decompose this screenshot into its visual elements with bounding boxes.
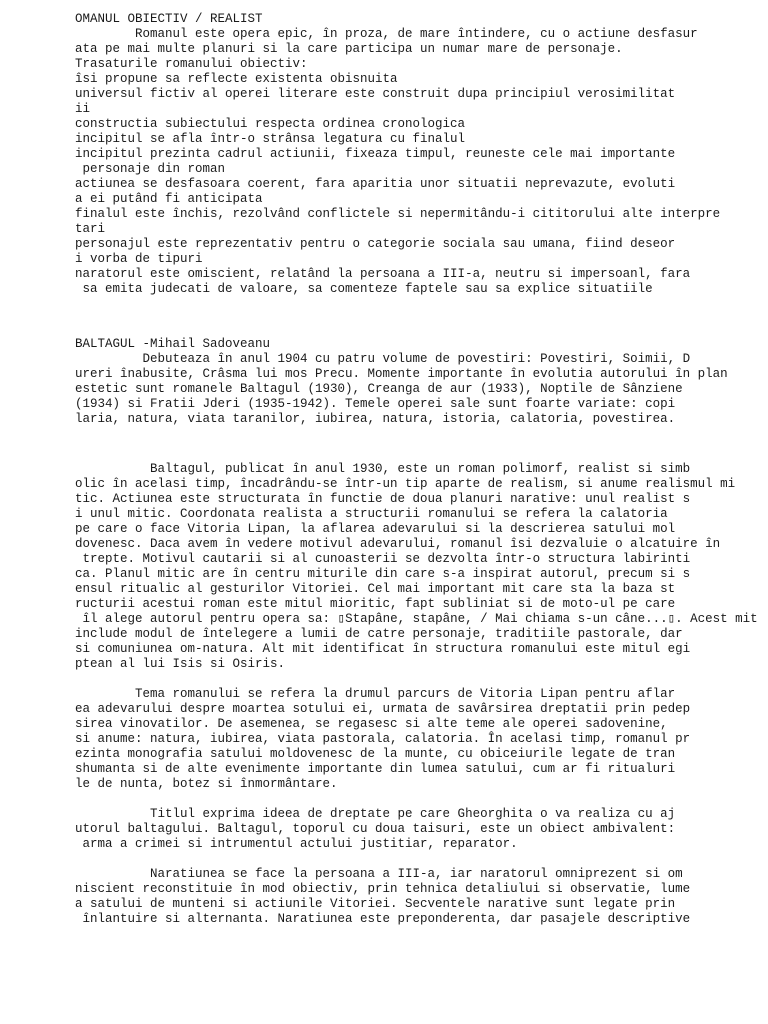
- section-spacer: [75, 672, 765, 687]
- text-line: dovenesc. Daca avem în vedere motivul adevarului, romanul îsi dezvaluie o alcatuire în: [75, 537, 721, 551]
- text-line: îsi propune sa reflecte existenta obisnuita: [75, 72, 398, 86]
- text-line: universul fictiv al operei literare este construit dupa principiul verosimilitat: [75, 87, 676, 101]
- text-line: arma a crimei si intrumentul actului justitiar, reparator.: [75, 837, 518, 851]
- text-line: sirea vinovatilor. De asemenea, se regasesc si alte teme ale operei sadovenine,: [75, 717, 668, 731]
- text-line: sa emita judecati de valoare, sa comenteze faptele sau sa explice situatiile: [75, 282, 653, 296]
- text-line: niscient reconstituie în mod obiectiv, prin tehnica detaliului si observatie, lume: [75, 882, 691, 896]
- text-line: înlantuire si alternanta. Naratiunea este preponderenta, dar pasajele descriptive: [75, 912, 691, 926]
- paragraph-naratiune: [75, 867, 765, 927]
- text-line: ensul ritualic al gesturilor Vitoriei. Cel mai important mit care sta la baza st: [75, 582, 676, 596]
- text-line: Naratiunea se face la persoana a III-a, iar naratorul omniprezent si om: [75, 867, 683, 881]
- text-line: ii: [75, 102, 91, 116]
- paragraph-titlu: [75, 807, 765, 852]
- text-line: îl alege autorul pentru opera sa: ▯Stapâne, stapâne, / Mai chiama s-un câne...▯. Acest mit: [75, 612, 758, 626]
- text-line: incipitul se afla într-o strânsa legatura cu finalul: [75, 132, 466, 146]
- section-spacer: [75, 792, 765, 807]
- text-line: si comuniunea om-natura. Alt mit identificat în structura romanului este mitul egi: [75, 642, 691, 656]
- text-line: constructia subiectului respecta ordinea cronologica: [75, 117, 466, 131]
- text-line: Romanul este opera epic, în proza, de mare întindere, cu o actiune desfasur: [75, 27, 698, 41]
- text-line: personajul este reprezentativ pentru o categorie sociala sau umana, fiind deseor: [75, 237, 676, 251]
- text-line: ureri înabusite, Crâsma lui mos Precu. Momente importante în evolutia autorului în plan: [75, 367, 728, 381]
- paragraph-tema: [75, 687, 765, 792]
- text-line: ca. Planul mitic are în centru miturile din care s-a inspirat autorul, precum si s: [75, 567, 691, 581]
- text-line: ezinta monografia satului moldovenesc de la munte, cu obiceiurile legate de tran: [75, 747, 676, 761]
- text-line: ea adevarului despre moartea sotului ei, urmata de savârsirea dreptatii prin pedep: [75, 702, 691, 716]
- text-line: olic în acelasi timp, încadrându-se într-un tip aparte de realism, si anume realismul mi: [75, 477, 736, 491]
- text-line: incipitul prezinta cadrul actiunii, fixeaza timpul, reuneste cele mai importante: [75, 147, 676, 161]
- text-line: shumanta si de alte evenimente importante din lumea satului, cum ar fi ritualuri: [75, 762, 676, 776]
- text-line: actiunea se desfasoara coerent, fara aparitia unor situatii neprevazute, evoluti: [75, 177, 676, 191]
- text-line: personaje din roman: [75, 162, 226, 176]
- text-line: trepte. Motivul cautarii si al cunoasterii se dezvolta într-o structura labirinti: [75, 552, 691, 566]
- text-line: Trasaturile romanului obiectiv:: [75, 57, 308, 71]
- text-line: ructurii acestui roman este mitul mioritic, fapt subliniat si de moto-ul pe care: [75, 597, 676, 611]
- paragraph-structura: [75, 462, 765, 672]
- text-line: laria, natura, viata taranilor, iubirea, natura, istoria, calatoria, povestirea.: [75, 412, 676, 426]
- text-line: le de nunta, botez si înmormântare.: [75, 777, 338, 791]
- text-line: i vorba de tipuri: [75, 252, 203, 266]
- section-baltagul-intro: [75, 337, 765, 427]
- section-heading: BALTAGUL -Mihail Sadoveanu: [75, 337, 271, 351]
- text-line: Titlul exprima ideea de dreptate pe care Gheorghita o va realiza cu aj: [75, 807, 676, 821]
- text-line: (1934) si Fratii Jderi (1935-1942). Temele operei sale sunt foarte variate: copi: [75, 397, 676, 411]
- text-line: a satului de munteni si actiunile Vitoriei. Secventele narative sunt legate prin: [75, 897, 676, 911]
- section-spacer: [75, 297, 765, 337]
- text-line: si anume: natura, iubirea, viata pastorala, calatoria. În acelasi timp, romanul pr: [75, 732, 691, 746]
- text-line: ata pe mai multe planuri si la care participa un numar mare de personaje.: [75, 42, 623, 56]
- text-line: Debuteaza în anul 1904 cu patru volume de povestiri: Povestiri, Soimii, D: [75, 352, 691, 366]
- text-line: i unul mitic. Coordonata realista a structurii romanului se refera la calatoria: [75, 507, 668, 521]
- section-roman-obiectiv: [75, 12, 765, 297]
- text-line: utorul baltagului. Baltagul, toporul cu doua taisuri, este un obiect ambivalent:: [75, 822, 676, 836]
- text-line: naratorul este omiscient, relatând la persoana a III-a, neutru si impersoanl, fara: [75, 267, 691, 281]
- text-line: Tema romanului se refera la drumul parcurs de Vitoria Lipan pentru aflar: [75, 687, 676, 701]
- text-line: include modul de întelegere a lumii de catre personaje, traditiile pastorale, dar: [75, 627, 683, 641]
- text-line: a ei putând fi anticipata: [75, 192, 263, 206]
- section-spacer: [75, 427, 765, 462]
- text-line: tari: [75, 222, 106, 236]
- text-line: pe care o face Vitoria Lipan, la aflarea adevarului si la descrierea satului mol: [75, 522, 676, 536]
- section-spacer: [75, 852, 765, 867]
- text-line: Baltagul, publicat în anul 1930, este un roman polimorf, realist si simb: [75, 462, 691, 476]
- text-line: finalul este închis, rezolvând conflictele si nepermitându-i cititorului alte interpre: [75, 207, 721, 221]
- text-line: estetic sunt romanele Baltagul (1930), Creanga de aur (1933), Noptile de Sânziene: [75, 382, 683, 396]
- document-page: [75, 12, 765, 927]
- text-line: tic. Actiunea este structurata în functie de doua planuri narative: unul realist s: [75, 492, 691, 506]
- text-line: ptean al lui Isis si Osiris.: [75, 657, 286, 671]
- section-heading: OMANUL OBIECTIV / REALIST: [75, 12, 263, 26]
